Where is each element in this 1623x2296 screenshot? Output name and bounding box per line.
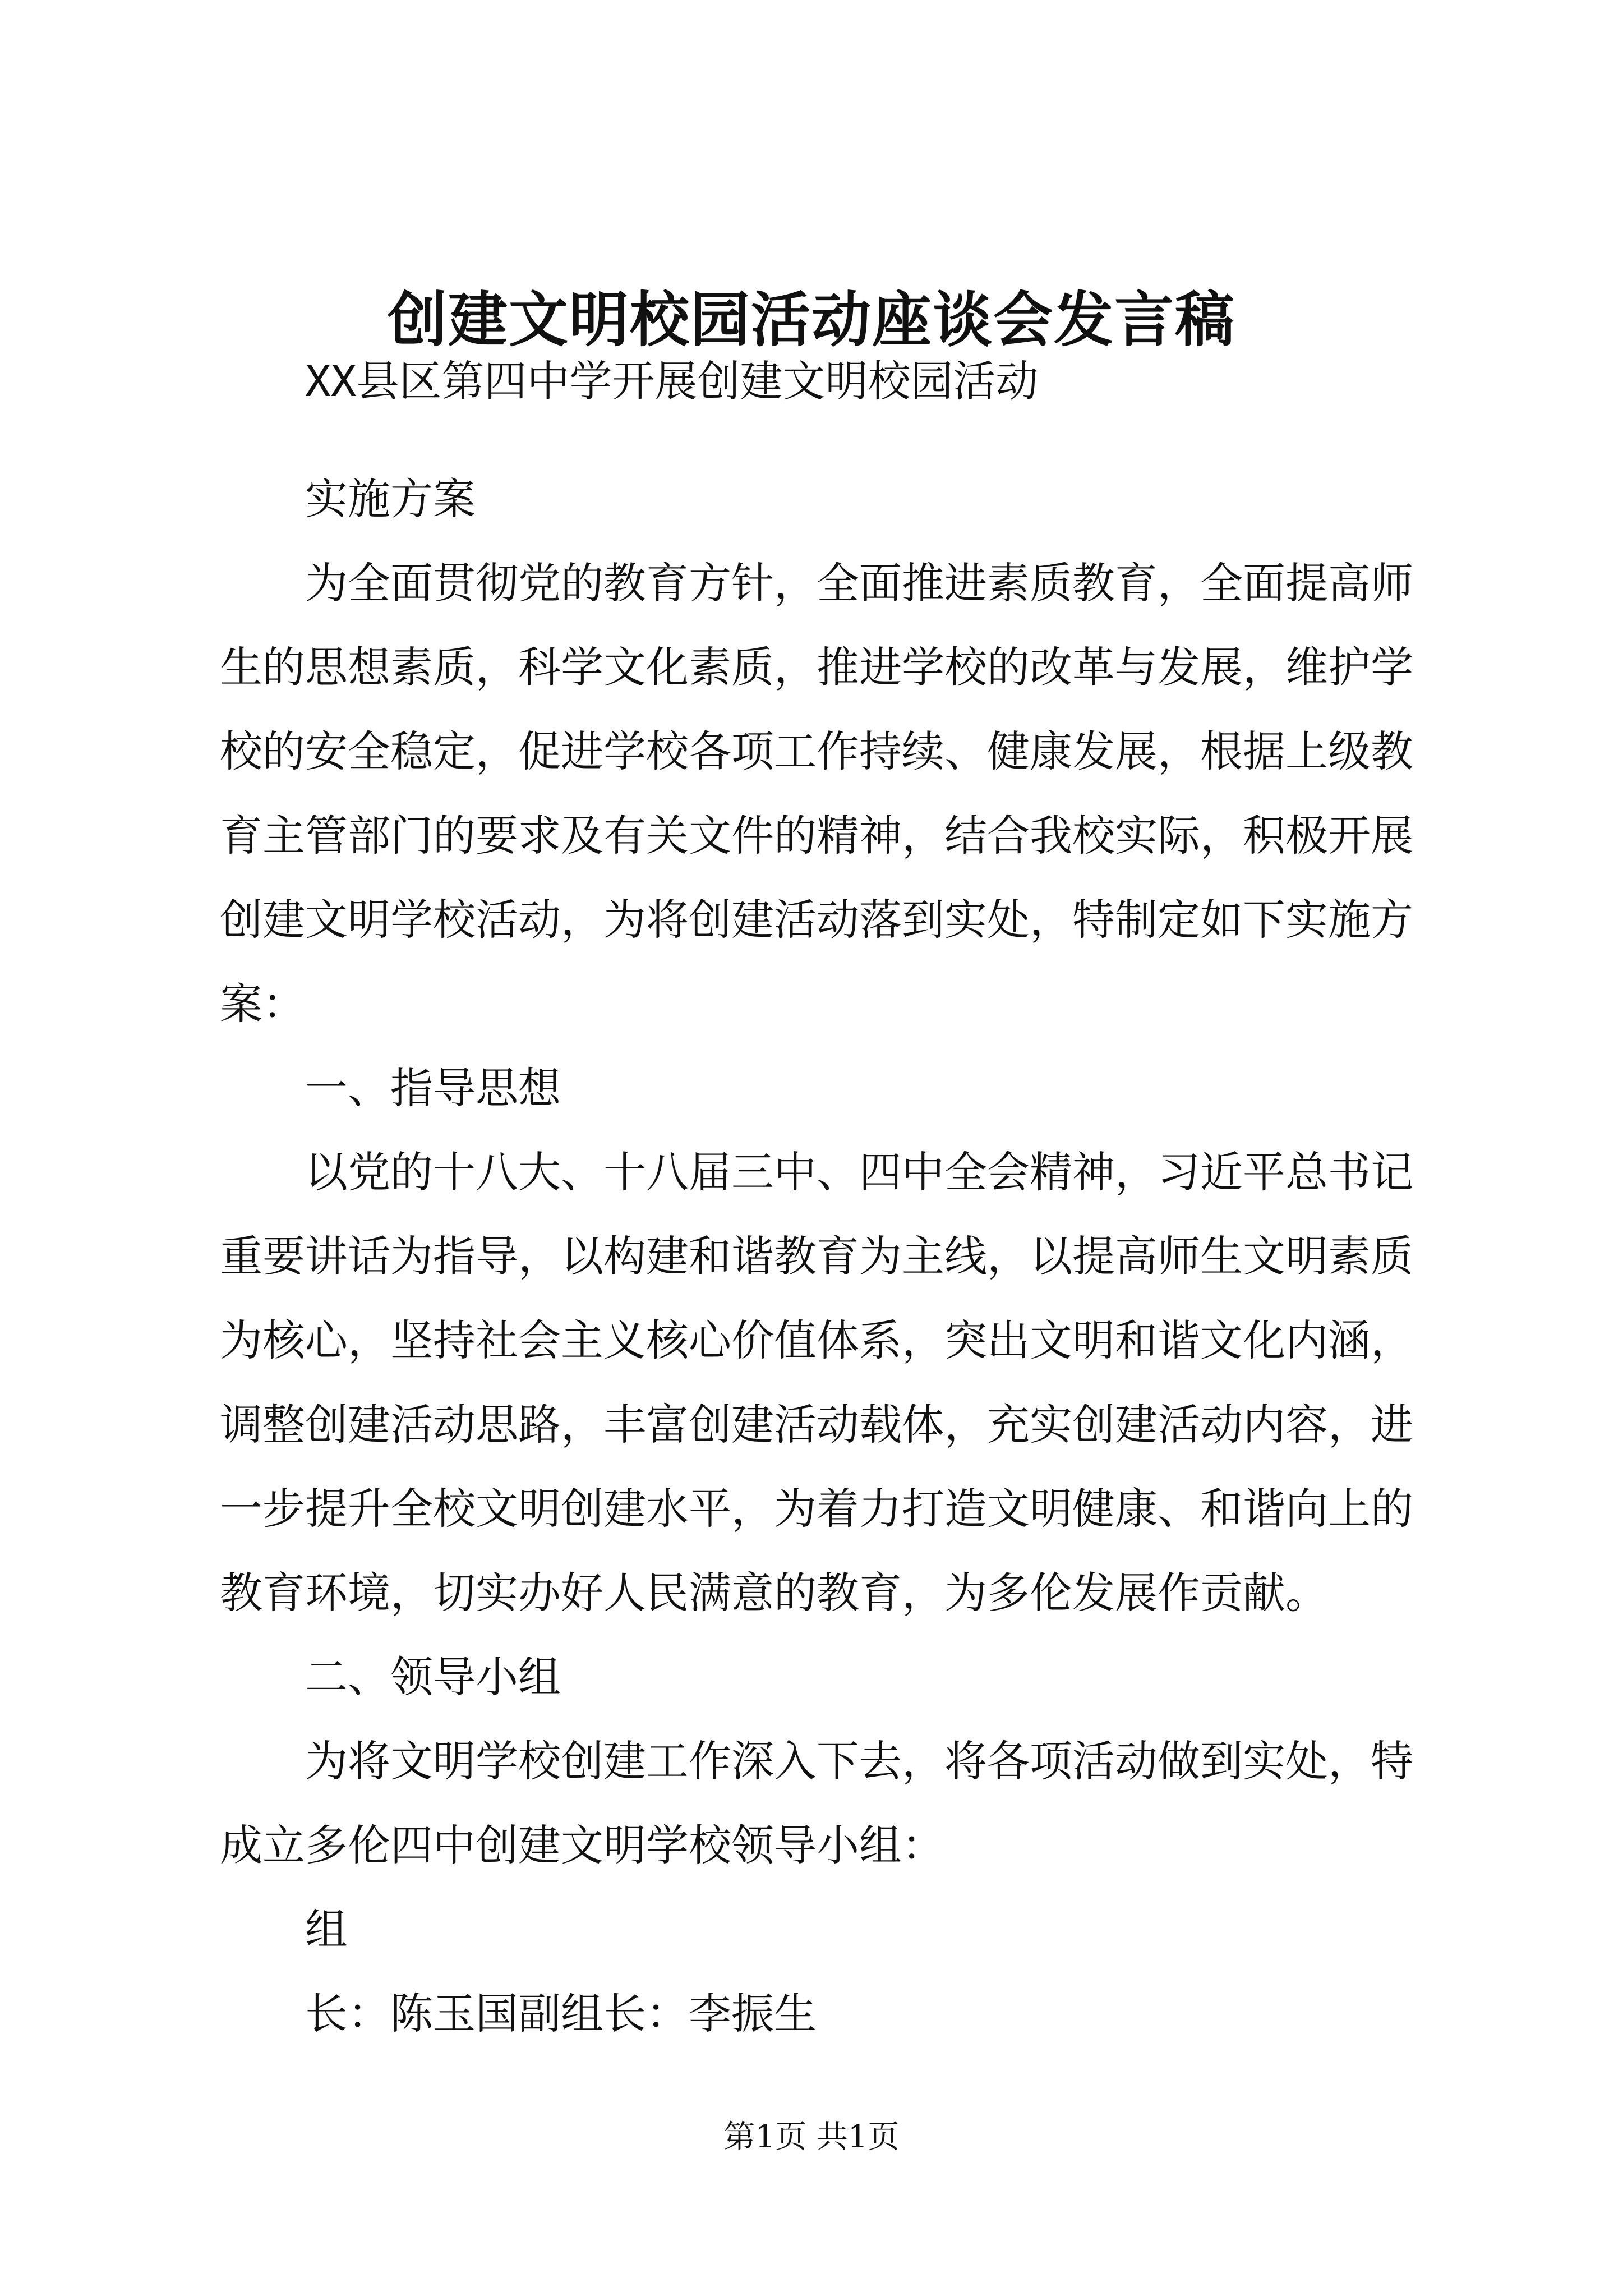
text-line: 创建文明学校活动，为将创建活动落到实处，特制定如下实施方 [220, 895, 1413, 945]
text-line: 长：陈玉国副组长：李振生 [305, 1989, 817, 2039]
text-line: 重要讲话为指导，以构建和谐教育为主线，以提高师生文明素质 [220, 1231, 1413, 1281]
text-line: 二、领导小组 [305, 1652, 561, 1702]
text-line: 实施方案 [305, 474, 476, 524]
text-line: 育主管部门的要求及有关文件的精神，结合我校实际，积极开展 [220, 811, 1413, 861]
text-line: 教育环境，切实办好人民满意的教育，为多伦发展作贡献。 [220, 1568, 1328, 1618]
text-line: 组 [305, 1904, 348, 1954]
text-line: 成立多伦四中创建文明学校领导小组： [220, 1820, 944, 1870]
text-line: 案： [220, 979, 305, 1029]
text-line: 为将文明学校创建工作深入下去，将各项活动做到实处，特 [305, 1736, 1413, 1786]
text-line: 为核心，坚持社会主义核心价值体系，突出文明和谐文化内涵， [220, 1315, 1413, 1365]
text-line: 一步提升全校文明创建水平，为着力打造文明健康、和谐向上的 [220, 1484, 1413, 1534]
document-title: 创建文明校园活动座谈会发言稿 [388, 284, 1235, 355]
text-line: 以党的十八大、十八届三中、四中全会精神，习近平总书记 [305, 1147, 1413, 1197]
page-footer: 第1页 共1页 [723, 2119, 900, 2155]
text-line: 生的思想素质，科学文化素质，推进学校的改革与发展，维护学 [220, 642, 1413, 692]
text-line: 调整创建活动思路，丰富创建活动载体，充实创建活动内容，进 [220, 1400, 1413, 1450]
text-line: 一、指导思想 [305, 1063, 561, 1113]
text-line: 校的安全稳定，促进学校各项工作持续、健康发展，根据上级教 [220, 726, 1413, 776]
text-line: 为全面贯彻党的教育方针，全面推进素质教育，全面提高师 [305, 558, 1413, 608]
text-line: XX县区第四中学开展创建文明校园活动 [305, 356, 1039, 406]
